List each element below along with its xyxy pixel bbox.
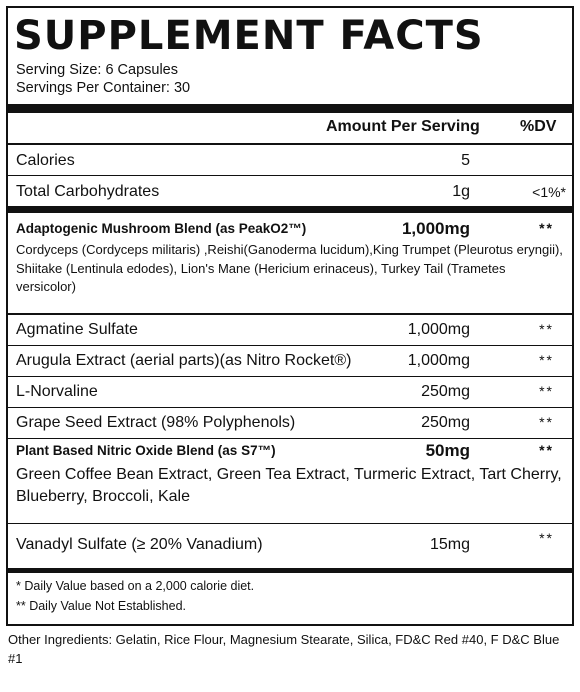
ingredient-dv: ** <box>539 321 554 337</box>
blend-name: Adaptogenic Mushroom Blend (as PeakO2™) <box>16 221 307 236</box>
ingredient-name: Agmatine Sulfate <box>16 321 138 338</box>
nutrient-dv: <1%* <box>532 184 566 200</box>
row-agmatine <box>8 315 572 345</box>
footnote-not-established: ** Daily Value Not Established. <box>16 599 186 613</box>
nutrient-amount: 5 <box>461 152 470 169</box>
ingredient-name: Vanadyl Sulfate (≥ 20% Vanadium) <box>16 536 263 553</box>
blend-dv: ** <box>539 442 554 458</box>
ingredient-name: Arugula Extract (aerial parts)(as Nitro Rocket®) <box>16 352 352 369</box>
nutrient-name: Calories <box>16 152 75 169</box>
ingredient-dv: ** <box>539 383 554 399</box>
thick-rule <box>8 104 572 113</box>
blend-amount: 50mg <box>425 441 470 460</box>
nutrient-amount: 1g <box>452 183 470 200</box>
header-dv: %DV <box>520 118 557 135</box>
panel-title: SUPPLEMENT FACTS <box>14 13 484 59</box>
serving-size: Serving Size: 6 Capsules <box>16 62 178 78</box>
row-nitric-oxide-blend <box>8 439 572 523</box>
ingredient-amount: 15mg <box>429 536 470 553</box>
ingredient-amount: 250mg <box>421 383 470 400</box>
blend-amount: 1,000mg <box>401 219 470 238</box>
nutrient-name: Total Carbohydrates <box>16 183 160 200</box>
ingredient-name: L-Norvaline <box>16 383 98 400</box>
row-arugula <box>8 346 572 376</box>
ingredient-name: Grape Seed Extract (98% Polyphenols) <box>16 414 296 431</box>
blend-dv: ** <box>539 220 554 236</box>
other-ingredients: Other Ingredients: Gelatin, Rice Flour, Magnesium Stearate, Silica, FD&C Red #40, F D&C Blue #1 <box>8 632 560 666</box>
ingredient-dv: ** <box>539 352 554 368</box>
blend-ingredients: Green Coffee Bean Extract, Green Tea Extract, Turmeric Extract, Tart Cherry, Blueberry, Broccoli, Kale <box>16 466 562 505</box>
blend-name: Plant Based Nitric Oxide Blend (as S7™) <box>16 443 276 458</box>
row-calories <box>8 145 572 175</box>
row-vanadyl <box>8 524 572 566</box>
ingredient-amount: 1,000mg <box>407 352 470 369</box>
footnote-daily-value: * Daily Value based on a 2,000 calorie diet. <box>16 579 255 593</box>
ingredient-dv: ** <box>539 530 554 546</box>
ingredient-amount: 250mg <box>421 414 470 431</box>
row-carbohydrates <box>8 176 572 206</box>
thick-rule <box>8 206 572 213</box>
ingredient-amount: 1,000mg <box>407 321 470 338</box>
header-amount: Amount Per Serving <box>326 118 480 135</box>
ingredient-dv: ** <box>539 414 554 430</box>
supplement-facts-panel <box>6 6 574 626</box>
servings-per-container: Servings Per Container: 30 <box>16 80 191 96</box>
row-mushroom-blend <box>8 213 572 313</box>
blend-ingredients: Cordyceps (Cordyceps militaris) ,Reishi(Ganoderma lucidum),King Trumpet (Pleurotus eryngii), Shiitake (Lentinula edodes), Lion's Mane (Hericium erinaceus), Turkey Tail (Trametes versicolor) <box>16 242 563 294</box>
thick-rule <box>8 568 572 573</box>
row-norvaline <box>8 377 572 407</box>
row-grape-seed <box>8 408 572 438</box>
